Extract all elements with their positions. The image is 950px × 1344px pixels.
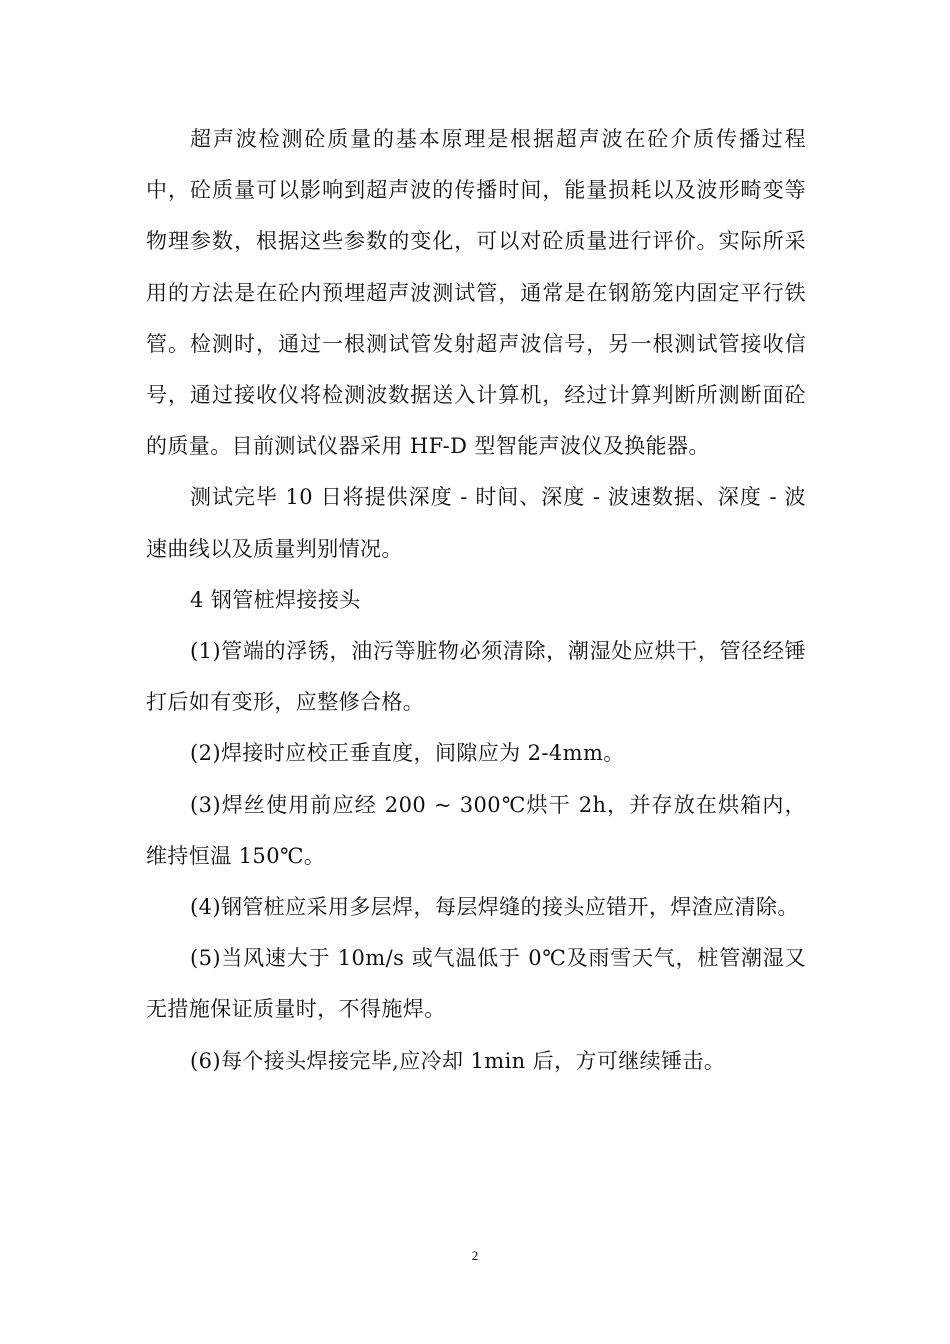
list-item-5: (5)当风速大于 10m/s 或气温低于 0℃及雨雪天气，桩管潮湿又无措施保证质量时，不得施焊。 xyxy=(146,946,806,1022)
list-item-3: (3)焊丝使用前应经 200 ~ 300℃烘干 2h，并存放在烘箱内，维持恒温 150℃。 xyxy=(146,792,806,868)
page-number: 2 xyxy=(471,1248,479,1263)
list-item-1: (1)管端的浮锈，油污等脏物必须清除，潮湿处应烘干，管径经锤打后如有变形，应整修合格。 xyxy=(146,639,806,715)
list-item-6: (6)每个接头焊接完毕,应冷却 1min 后，方可继续锤击。 xyxy=(190,1048,726,1073)
list-item-4: (4)钢管桩应采用多层焊，每层焊缝的接头应错开，焊渣应清除。 xyxy=(190,895,799,920)
list-item-2: (2)焊接时应校正垂直度，间隙应为 2-4mm。 xyxy=(190,741,625,766)
paragraph-test-results: 测试完毕 10 日将提供深度 - 时间、深度 - 波速数据、深度 - 波速曲线以及质量判别情况。 xyxy=(146,485,806,561)
section-heading-welding-joint: 4 钢管桩焊接接头 xyxy=(190,587,361,612)
body-text xyxy=(146,114,806,1087)
paragraph-ultrasonic-principle: 超声波检测砼质量的基本原理是根据超声波在砼介质传播过程中，砼质量可以影响到超声波的传播时间，能量损耗以及波形畸变等物理参数，根据这些参数的变化，可以对砼质量进行评价。实际所采用的方法是在砼内预埋超声波测试管，通常是在钢筋笼内固定平行铁管。检测时，通过一根测试管发射超声波信号，另一根测试管接收信号，通过接收仪将检测波数据送入计算机，经过计算判断所测断面砼的质量。目前测试仪器采用 HF-D 型智能声波仪及换能器。 xyxy=(146,127,806,459)
